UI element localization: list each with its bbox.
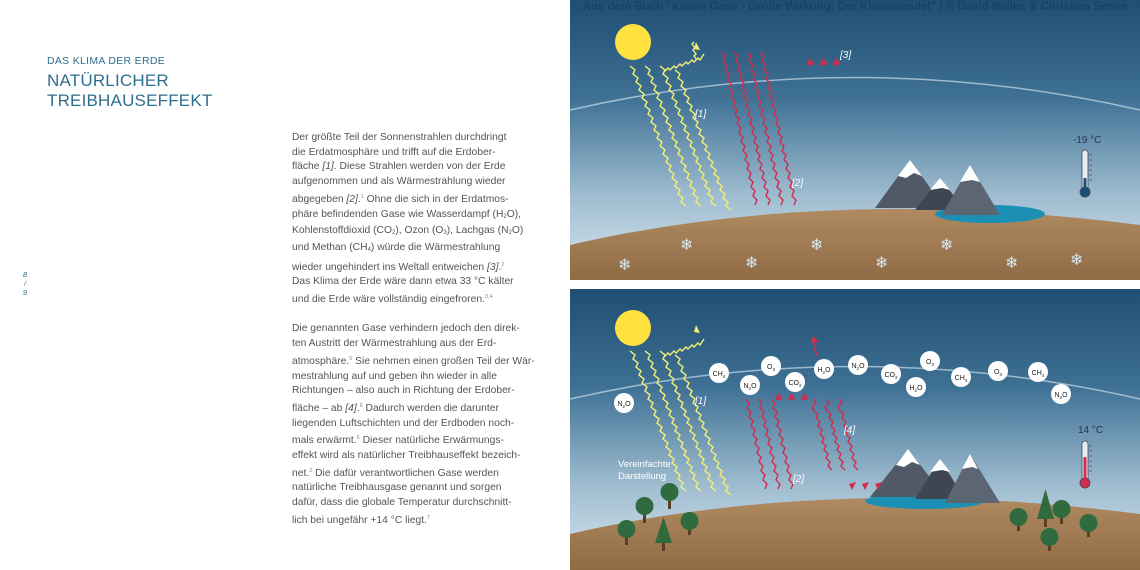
bottom-illustration-svg: [570, 289, 1140, 570]
text-line: wieder ungehindert ins Weltall entweichen: [292, 261, 487, 273]
text-line: O),: [506, 208, 522, 220]
molecule-bubble: [951, 367, 971, 387]
snowflake-icon: ❄: [1005, 253, 1019, 272]
sun: [615, 310, 651, 346]
snowflake-icon: ❄: [875, 253, 889, 272]
molecule-bubble: [920, 351, 940, 371]
molecule-bubble: [761, 356, 781, 376]
label-heat-radiation: [2]: [793, 474, 805, 485]
molecule-bubble: [848, 355, 868, 375]
text-line: ), Lachgas (N: [446, 225, 509, 237]
text-line: O): [511, 225, 524, 237]
text-line: ), Ozon (O: [395, 225, 444, 237]
text-line: natürliche Treibhausgase genannt und sorgen: [292, 482, 502, 494]
svg-text:N2O: $N_2O$: [851, 363, 865, 371]
molecule-bubble: [1051, 384, 1071, 404]
text-line: Sie nehmen einen großen Teil der Wär-: [352, 355, 535, 367]
illustration-without-greenhouse-gases: [570, 0, 1140, 280]
subscript: 4: [367, 246, 371, 253]
figure-reference: [4]: [345, 402, 357, 414]
figure-reference: [3]: [487, 261, 499, 273]
molecule-bubble: [814, 359, 834, 379]
snowflake-icon: ❄: [745, 253, 759, 272]
footnote-marker: 5: [349, 355, 353, 362]
text-line: Kohlenstoffdioxid (CO: [292, 225, 392, 237]
footnote-marker: 2: [501, 261, 505, 268]
page-number-left: 8: [22, 270, 28, 279]
molecule-bubble: [785, 372, 805, 392]
sun: [615, 24, 651, 60]
molecule-bubble: [988, 361, 1008, 381]
text-line: net.: [292, 467, 310, 479]
section-kicker: DAS KLIMA DER ERDE: [47, 55, 166, 67]
page-title-line-1: NATÜRLICHER: [47, 71, 169, 90]
svg-text:H2O: $H_2O$: [909, 385, 923, 393]
svg-text:O3: $O_3$: [767, 364, 775, 372]
source-credit: Aus dem Buch "Kleine Gase - Große Wirkung: Der Klimawandel" / © David Nelles & Christian Serrer: [582, 1, 1128, 13]
figure-reference: [2]: [346, 193, 358, 205]
text-line: und die Erde wäre vollständig eingefroren.: [292, 294, 485, 306]
text-line: liegenden Luftschichten und der Erdboden noch-: [292, 417, 515, 429]
svg-text:CH4: $CH_4$: [1031, 370, 1045, 378]
molecule-bubble: [881, 364, 901, 384]
snowflake-icon: ❄: [618, 255, 632, 274]
text-line: . Diese Strahlen werden von der Erde: [333, 161, 506, 173]
text-line: mestrahlung auf und geben ihn wieder in alle: [292, 370, 497, 382]
text-line: effekt wird als natürlicher Treibhauseffekt bezeich-: [292, 450, 521, 462]
text-line: Dieser natürliche Erwärmungs-: [359, 435, 504, 447]
molecule-bubble: [1028, 362, 1048, 382]
caption-line: Vereinfachte: [618, 459, 671, 470]
subscript: 3: [443, 230, 447, 237]
snowflake-icon: ❄: [1070, 250, 1084, 269]
subscript: 2: [508, 230, 512, 237]
footnote-marker: 7: [426, 514, 430, 521]
molecule-bubble: [740, 375, 760, 395]
text-line: Das Klima der Erde wäre dann etwa 33 °C kälter: [292, 276, 514, 288]
label-escaping-radiation: [3]: [840, 50, 852, 61]
figure-reference: [1]: [322, 161, 334, 173]
text-line: mals erwärmt.: [292, 435, 357, 447]
footnote-marker: 3,4: [484, 294, 493, 301]
text-line: ) würde die Wärmestrahlung: [370, 241, 501, 253]
label-back-radiation: [4]: [844, 425, 856, 436]
label-solar-radiation: [1]: [695, 109, 707, 120]
text-line: .: [498, 261, 502, 273]
body-text: [292, 131, 542, 543]
text-line: Ohne die sich in der Erdatmos-: [363, 193, 509, 205]
paragraph-1: [292, 131, 542, 308]
svg-text:O3: $O_3$: [926, 359, 934, 367]
snowflake-icon: ❄: [680, 235, 694, 254]
svg-text:N2O: $N_2O$: [743, 383, 757, 391]
subscript: 2: [391, 230, 396, 237]
text-line: aufgenommen und als Wärmestrahlung wieder: [292, 176, 506, 188]
text-line: ten Austritt der Wärmestrahlung aus der Erd-: [292, 338, 497, 350]
page-title: [47, 71, 212, 111]
footnote-marker: 2: [309, 467, 313, 474]
caption-line: Darstellung: [618, 471, 667, 482]
right-page: [570, 0, 1140, 570]
text-line: .: [357, 193, 361, 205]
text-line: Dadurch werden die darunter: [362, 402, 499, 414]
svg-text:CH4: $CH_4$: [954, 375, 968, 383]
text-line: fläche – ab: [292, 402, 346, 414]
temperature-readout: -19 °C: [1073, 135, 1102, 146]
molecule-bubble: [709, 363, 729, 383]
svg-text:CO2: $CO_2$: [884, 372, 898, 380]
page-number-right: 9: [22, 288, 28, 297]
text-line: lich bei ungefähr +14 °C liegt.: [292, 514, 427, 526]
paragraph-2: [292, 322, 542, 528]
footnote-marker: 6: [359, 402, 363, 409]
top-illustration-svg: [570, 0, 1140, 280]
page-numbers: [20, 270, 30, 297]
temperature-readout: 14 °C: [1078, 425, 1104, 436]
molecule-bubble: [906, 377, 926, 397]
text-line: fläche: [292, 161, 323, 173]
snowflake-icon: ❄: [940, 235, 954, 254]
text-line: atmosphäre.: [292, 355, 350, 367]
text-line: abgegeben: [292, 193, 347, 205]
text-line: die Erdatmosphäre und trifft auf die Erdober-: [292, 146, 496, 158]
label-heat-radiation: [2]: [792, 178, 804, 189]
text-line: dafür, dass die globale Temperatur durchschnitt-: [292, 497, 512, 509]
text-line: Richtungen – also auch in Richtung der Erdober-: [292, 385, 515, 397]
illustration-with-greenhouse-gases: [570, 289, 1140, 570]
footnote-marker: 6: [356, 435, 360, 442]
text-line: Die dafür verantwortlichen Gase werden: [312, 467, 499, 479]
text-line: Der größte Teil der Sonnenstrahlen durchdringt: [292, 132, 507, 143]
svg-text:CO2: $CO_2$: [788, 380, 802, 388]
molecule-bubble: [614, 393, 634, 413]
text-line: und Methan (CH: [292, 241, 368, 253]
simplified-caption: [618, 459, 671, 482]
svg-text:CH4: $CH_4$: [712, 371, 726, 379]
page-title-line-2: TREIBHAUSEFFEKT: [47, 91, 213, 110]
footnote-marker: 1: [360, 193, 364, 200]
svg-text:N2O: $N_2O$: [617, 401, 631, 409]
svg-text:N2O: $N_2O$: [1054, 392, 1068, 400]
label-solar-radiation: [1]: [695, 396, 707, 407]
subscript: 2: [503, 213, 507, 220]
text-line: phäre befindenden Gase wie Wasserdampf (H: [292, 208, 504, 220]
page-number-separator: /: [23, 279, 27, 288]
text-line: .: [356, 402, 360, 414]
svg-text:O3: $O_3$: [994, 369, 1002, 377]
text-line: Die genannten Gase verhindern jedoch den direk-: [292, 323, 520, 335]
snowflake-icon: ❄: [810, 235, 824, 254]
svg-text:H2O: $H_2O$: [817, 367, 831, 375]
